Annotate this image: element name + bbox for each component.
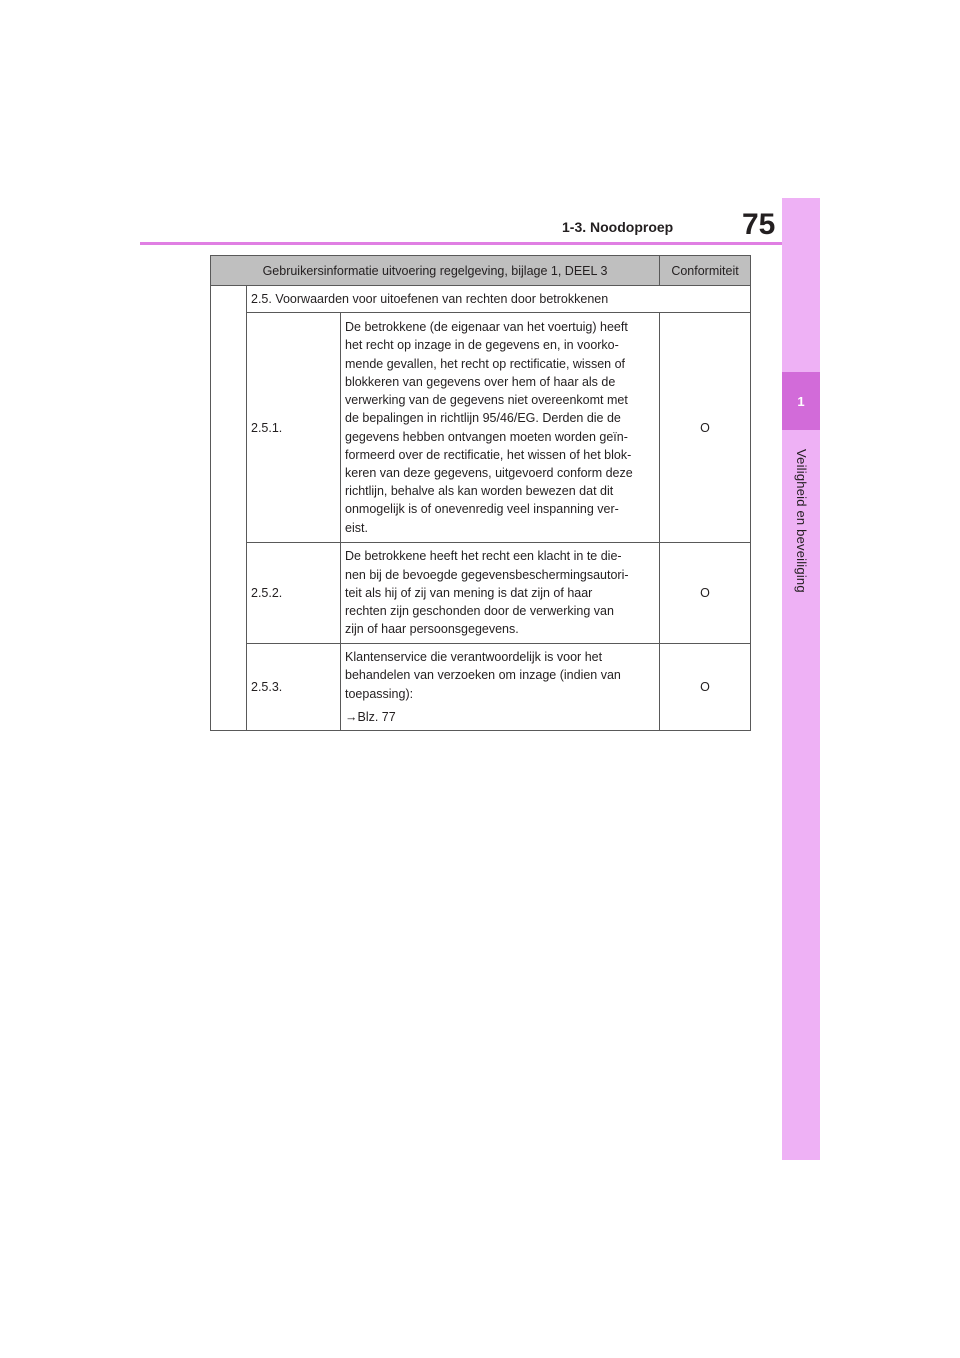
row-text: De betrokkene (de eigenaar van het voertuig) heeft het recht op inzage in de gegevens en, in voorko- mende gevallen, het recht op rectificatie, wissen of blokkeren van gegevens over hem of haar als de verwerking van de gegevens niet overeenkomt met de bepalingen in richtlijn 95/46/EG. Derden die de gegevens hebben ontvangen moeten worden geïn- formeerd over de rectificatie, het wissen of het blok- keren van deze gegevens, uitgevoerd conform deze richtlijn, behalve als kan worden bewezen dat dit onmogelijk is of onevenredig veel inspanning ver- eist. bbox=[341, 313, 660, 543]
row-number: 2.5.3. bbox=[247, 644, 341, 731]
chapter-title: Veiligheid en beveiliging bbox=[794, 449, 809, 593]
regulation-table bbox=[210, 255, 751, 731]
page-reference-link[interactable]: →Blz. 77 bbox=[345, 709, 396, 724]
row-conformity: O bbox=[660, 543, 751, 644]
row-conformity: O bbox=[660, 644, 751, 731]
indent-cell bbox=[211, 286, 247, 731]
table-row bbox=[211, 644, 751, 731]
row-conformity: O bbox=[660, 313, 751, 543]
section-title: 1-3. Noodoproep bbox=[562, 219, 674, 235]
table-header-conformity: Conformiteit bbox=[660, 256, 751, 286]
row-number: 2.5.2. bbox=[247, 543, 341, 644]
side-tab bbox=[782, 198, 820, 1160]
row-number: 2.5.1. bbox=[247, 313, 341, 543]
row-text: De betrokkene heeft het recht een klacht in te die- nen bij de bevoegde gegevensbeschermingsautori- teit als hij of zij van mening is dat zijn of haar rechten zijn geschonden door de verwerking van zijn of haar persoonsgegevens. bbox=[341, 543, 660, 644]
table-row bbox=[211, 313, 751, 543]
row-text: Klantenservice die verantwoordelijk is voor het behandelen van verzoeken om inzage (indien van toepassing): →Blz. 77 bbox=[341, 644, 660, 731]
table-row bbox=[211, 543, 751, 644]
page-number: 75 bbox=[742, 208, 776, 241]
table-header-info: Gebruikersinformatie uitvoering regelgeving, bijlage 1, DEEL 3 bbox=[211, 256, 660, 286]
header-rule bbox=[140, 242, 782, 245]
table-subheading: 2.5. Voorwaarden voor uitoefenen van rechten door betrokkenen bbox=[247, 286, 751, 313]
chapter-number-badge[interactable]: 1 bbox=[782, 372, 820, 430]
